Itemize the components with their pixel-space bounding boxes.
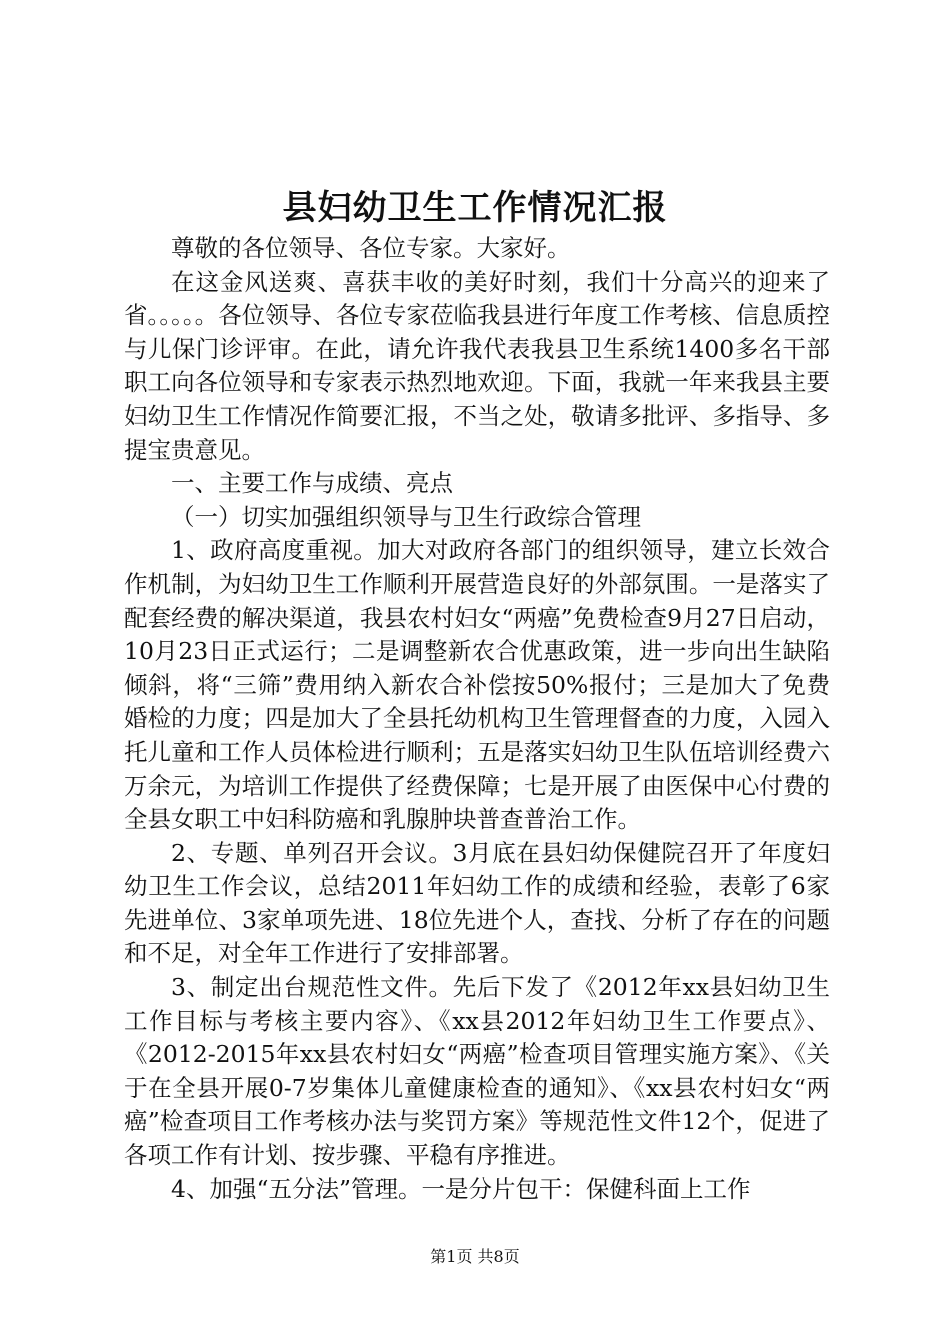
paragraph-item-4: 4、加强“五分法”管理。一是分片包干：保健科面上工作 [171,1174,751,1203]
document-title: 县妇幼卫生工作情况汇报 [282,188,668,228]
section-heading-1: 一、主要工作与成绩、亮点 [171,469,453,498]
document-body [124,232,830,1206]
paragraph-item-1: 1、政府高度重视。加大对政府各部门的组织领导，建立长效合作机制，为妇幼卫生工作顺利开展营造良好的外部氛围。一是落实了配套经费的解决渠道，我县农村妇女“两癌”免费检查9月27日启动，10月23日正式运行；二是调整新农合优惠政策，进一步向出生缺陷倾斜，将“三筛”费用纳入新农合补偿按50%报付；三是加大了免费婚检的力度；四是加大了全县托幼机构卫生管理督查的力度，入园入托儿童和工作人员体检进行顺利；五是落实妇幼卫生队伍培训经费六万余元，为培训工作提供了经费保障；七是开展了由医保中心付费的全县女职工中妇科防癌和乳腺肿块普查普治工作。 [124,536,830,834]
subsection-heading-1: （一）切实加强组织领导与卫生行政综合管理 [171,502,641,531]
paragraph-greeting: 尊敬的各位领导、各位专家。大家好。 [171,234,571,262]
paragraph-welcome: 在这金风送爽、喜获丰收的美好时刻，我们十分高兴的迎来了省。。。。。各位领导、各位专家莅临我县进行年度工作考核、信息质控与儿保门诊评审。在此，请允许我代表我县卫生系统1400多名干部职工向各位领导和专家表示热烈地欢迎。下面，我就一年来我县主要妇幼卫生工作情况作简要汇报，不当之处，敬请多批评、多指导、多提宝贵意见。 [124,267,830,464]
paragraph-item-2: 2、专题、单列召开会议。3月底在县妇幼保健院召开了年度妇幼卫生工作会议，总结2011年妇幼工作的成绩和经验，表彰了6家先进单位、3家单项先进、18位先进个人，查找、分析了存在的问题和不足，对全年工作进行了安排部署。 [124,838,830,968]
paragraph-item-3: 3、制定出台规范性文件。先后下发了《2012年xx县妇幼卫生工作目标与考核主要内容》、《xx县2012年妇幼卫生工作要点》、《2012-2015年xx县农村妇女“两癌”检查项目管理实施方案》、《关于在全县开展0-7岁集体儿童健康检查的通知》、《xx县农村妇女“两癌”检查项目工作考核办法与奖罚方案》等规范性文件12个，促进了各项工作有计划、按步骤、平稳有序推进。 [124,973,830,1170]
page-number-footer: 第1页 共8页 [430,1247,520,1266]
